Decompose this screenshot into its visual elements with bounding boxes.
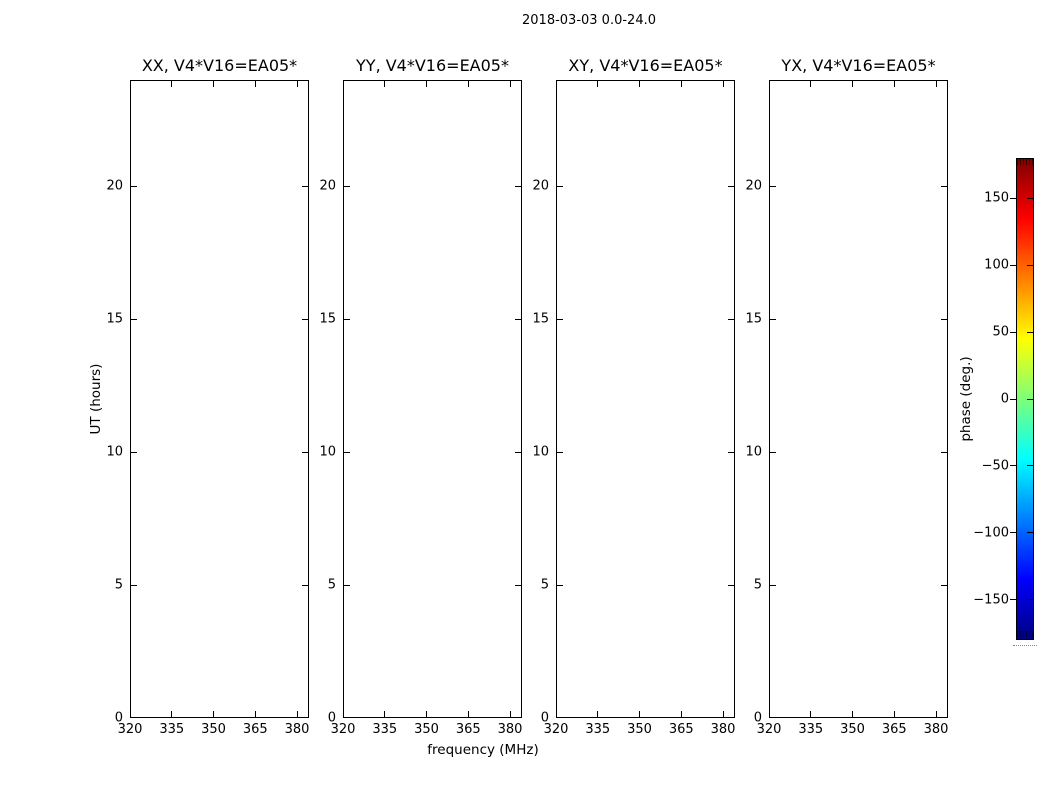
y-tick-mark [344, 186, 350, 187]
x-tick-label: 320 [330, 722, 356, 737]
x-tick-mark [723, 711, 724, 717]
x-tick-label: 365 [455, 722, 481, 737]
x-tick-mark [468, 711, 469, 717]
x-tick-mark [936, 711, 937, 717]
x-tick-mark [597, 711, 598, 717]
x-tick-mark [384, 711, 385, 717]
x-tick-label: 380 [710, 722, 736, 737]
colorbar-tick-label: −100 [973, 525, 1009, 541]
y-tick-label: 15 [532, 311, 549, 327]
colorbar-tick-mark [1010, 332, 1016, 333]
y-tick-mark [302, 319, 308, 320]
colorbar-tick-label: 50 [992, 324, 1009, 340]
y-axis-label: UT (hours) [88, 363, 104, 435]
x-tick-mark [681, 711, 682, 717]
y-tick-label: 5 [540, 577, 549, 593]
y-tick-label: 15 [106, 311, 123, 327]
subplot-panel [343, 80, 522, 718]
x-tick-mark [681, 81, 682, 87]
y-tick-mark [941, 452, 947, 453]
x-tick-label: 380 [497, 722, 523, 737]
y-tick-mark [515, 186, 521, 187]
x-tick-mark [510, 81, 511, 87]
y-tick-label: 5 [753, 577, 762, 593]
colorbar-tick-mark [1027, 532, 1033, 533]
x-tick-label: 350 [201, 722, 226, 737]
colorbar-tick-mark [1010, 399, 1016, 400]
x-tick-mark [852, 81, 853, 87]
y-tick-label: 10 [319, 444, 336, 460]
x-tick-mark [810, 711, 811, 717]
x-tick-mark [171, 711, 172, 717]
x-tick-label: 320 [117, 722, 143, 737]
subplot-title: XX, V4*V16=EA05* [141, 56, 298, 75]
y-tick-label: 10 [745, 444, 762, 460]
x-tick-label: 380 [284, 722, 310, 737]
x-tick-label: 350 [627, 722, 652, 737]
colorbar-label: phase (deg.) [958, 356, 974, 442]
x-tick-label: 335 [585, 722, 611, 737]
y-tick-mark [344, 452, 350, 453]
y-tick-label: 0 [327, 710, 336, 726]
x-tick-mark [810, 81, 811, 87]
y-tick-mark [302, 452, 308, 453]
y-tick-mark [728, 319, 734, 320]
x-tick-label: 320 [756, 722, 782, 737]
figure-title: 2018-03-03 0.0-24.0 [522, 13, 656, 28]
x-tick-label: 365 [881, 722, 907, 737]
y-tick-label: 0 [753, 710, 762, 726]
x-tick-mark [255, 711, 256, 717]
colorbar-top-hatch-marks [1017, 159, 1033, 165]
x-tick-label: 350 [840, 722, 865, 737]
colorbar-tick-mark [1027, 198, 1033, 199]
y-tick-label: 15 [319, 311, 336, 327]
x-tick-label: 365 [668, 722, 694, 737]
colorbar-tick-label: −150 [973, 592, 1009, 608]
y-tick-mark [728, 452, 734, 453]
colorbar-tick-mark [1027, 332, 1033, 333]
y-tick-label: 0 [114, 710, 123, 726]
x-axis-label: frequency (MHz) [427, 742, 539, 758]
x-tick-label: 335 [372, 722, 398, 737]
y-tick-mark [557, 319, 563, 320]
x-tick-mark [894, 711, 895, 717]
colorbar-bottom-hatch-marks [1017, 631, 1033, 637]
y-tick-label: 20 [319, 178, 336, 194]
y-tick-mark [728, 186, 734, 187]
y-tick-mark [941, 319, 947, 320]
x-tick-mark [297, 711, 298, 717]
y-tick-label: 5 [327, 577, 336, 593]
x-tick-mark [852, 711, 853, 717]
x-tick-label: 320 [543, 722, 569, 737]
y-tick-mark [515, 585, 521, 586]
colorbar-baseline-dots [1013, 645, 1037, 646]
y-tick-mark [344, 585, 350, 586]
subplot-title: XY, V4*V16=EA05* [568, 56, 723, 75]
y-tick-mark [131, 452, 137, 453]
colorbar-tick-mark [1010, 599, 1016, 600]
x-tick-mark [426, 81, 427, 87]
y-tick-mark [770, 319, 776, 320]
x-tick-mark [723, 81, 724, 87]
y-tick-label: 0 [540, 710, 549, 726]
x-tick-label: 350 [414, 722, 439, 737]
x-tick-mark [894, 81, 895, 87]
y-tick-mark [728, 585, 734, 586]
y-tick-mark [770, 186, 776, 187]
colorbar-tick-label: −50 [981, 458, 1009, 474]
x-tick-label: 335 [159, 722, 185, 737]
y-tick-label: 20 [106, 178, 123, 194]
x-tick-mark [384, 81, 385, 87]
y-tick-mark [557, 452, 563, 453]
subplot-title: YX, V4*V16=EA05* [781, 56, 936, 75]
colorbar-tick-mark [1027, 465, 1033, 466]
x-tick-mark [213, 711, 214, 717]
y-tick-label: 10 [532, 444, 549, 460]
subplot-panel [769, 80, 948, 718]
colorbar-tick-label: 150 [984, 190, 1009, 206]
x-tick-mark [468, 81, 469, 87]
x-tick-mark [936, 81, 937, 87]
y-tick-label: 10 [106, 444, 123, 460]
y-tick-mark [131, 186, 137, 187]
colorbar-tick-mark [1027, 265, 1033, 266]
y-tick-mark [515, 319, 521, 320]
subplot-panel [556, 80, 735, 718]
y-tick-label: 20 [745, 178, 762, 194]
colorbar-tick-label: 0 [1000, 391, 1009, 407]
y-tick-mark [344, 319, 350, 320]
x-tick-label: 380 [923, 722, 949, 737]
y-tick-label: 15 [745, 311, 762, 327]
colorbar-tick-mark [1010, 265, 1016, 266]
y-tick-mark [770, 585, 776, 586]
y-tick-mark [557, 585, 563, 586]
y-tick-label: 5 [114, 577, 123, 593]
x-tick-mark [297, 81, 298, 87]
x-tick-mark [597, 81, 598, 87]
colorbar-tick-mark [1010, 465, 1016, 466]
x-tick-mark [426, 711, 427, 717]
colorbar-tick-mark [1010, 532, 1016, 533]
x-tick-mark [213, 81, 214, 87]
colorbar-tick-label: 100 [984, 257, 1009, 273]
y-tick-mark [302, 585, 308, 586]
x-tick-label: 335 [798, 722, 824, 737]
x-tick-mark [639, 81, 640, 87]
colorbar-tick-mark [1010, 198, 1016, 199]
y-tick-mark [557, 186, 563, 187]
x-tick-mark [255, 81, 256, 87]
x-tick-mark [171, 81, 172, 87]
y-tick-mark [131, 319, 137, 320]
colorbar-tick-mark [1027, 399, 1033, 400]
y-tick-mark [770, 452, 776, 453]
y-tick-mark [131, 585, 137, 586]
y-tick-mark [515, 452, 521, 453]
y-tick-mark [941, 585, 947, 586]
y-tick-mark [302, 186, 308, 187]
y-tick-mark [941, 186, 947, 187]
subplot-panel [130, 80, 309, 718]
x-tick-mark [510, 711, 511, 717]
x-tick-mark [639, 711, 640, 717]
y-tick-label: 20 [532, 178, 549, 194]
subplot-title: YY, V4*V16=EA05* [356, 56, 509, 75]
x-tick-label: 365 [242, 722, 268, 737]
colorbar-tick-mark [1027, 599, 1033, 600]
